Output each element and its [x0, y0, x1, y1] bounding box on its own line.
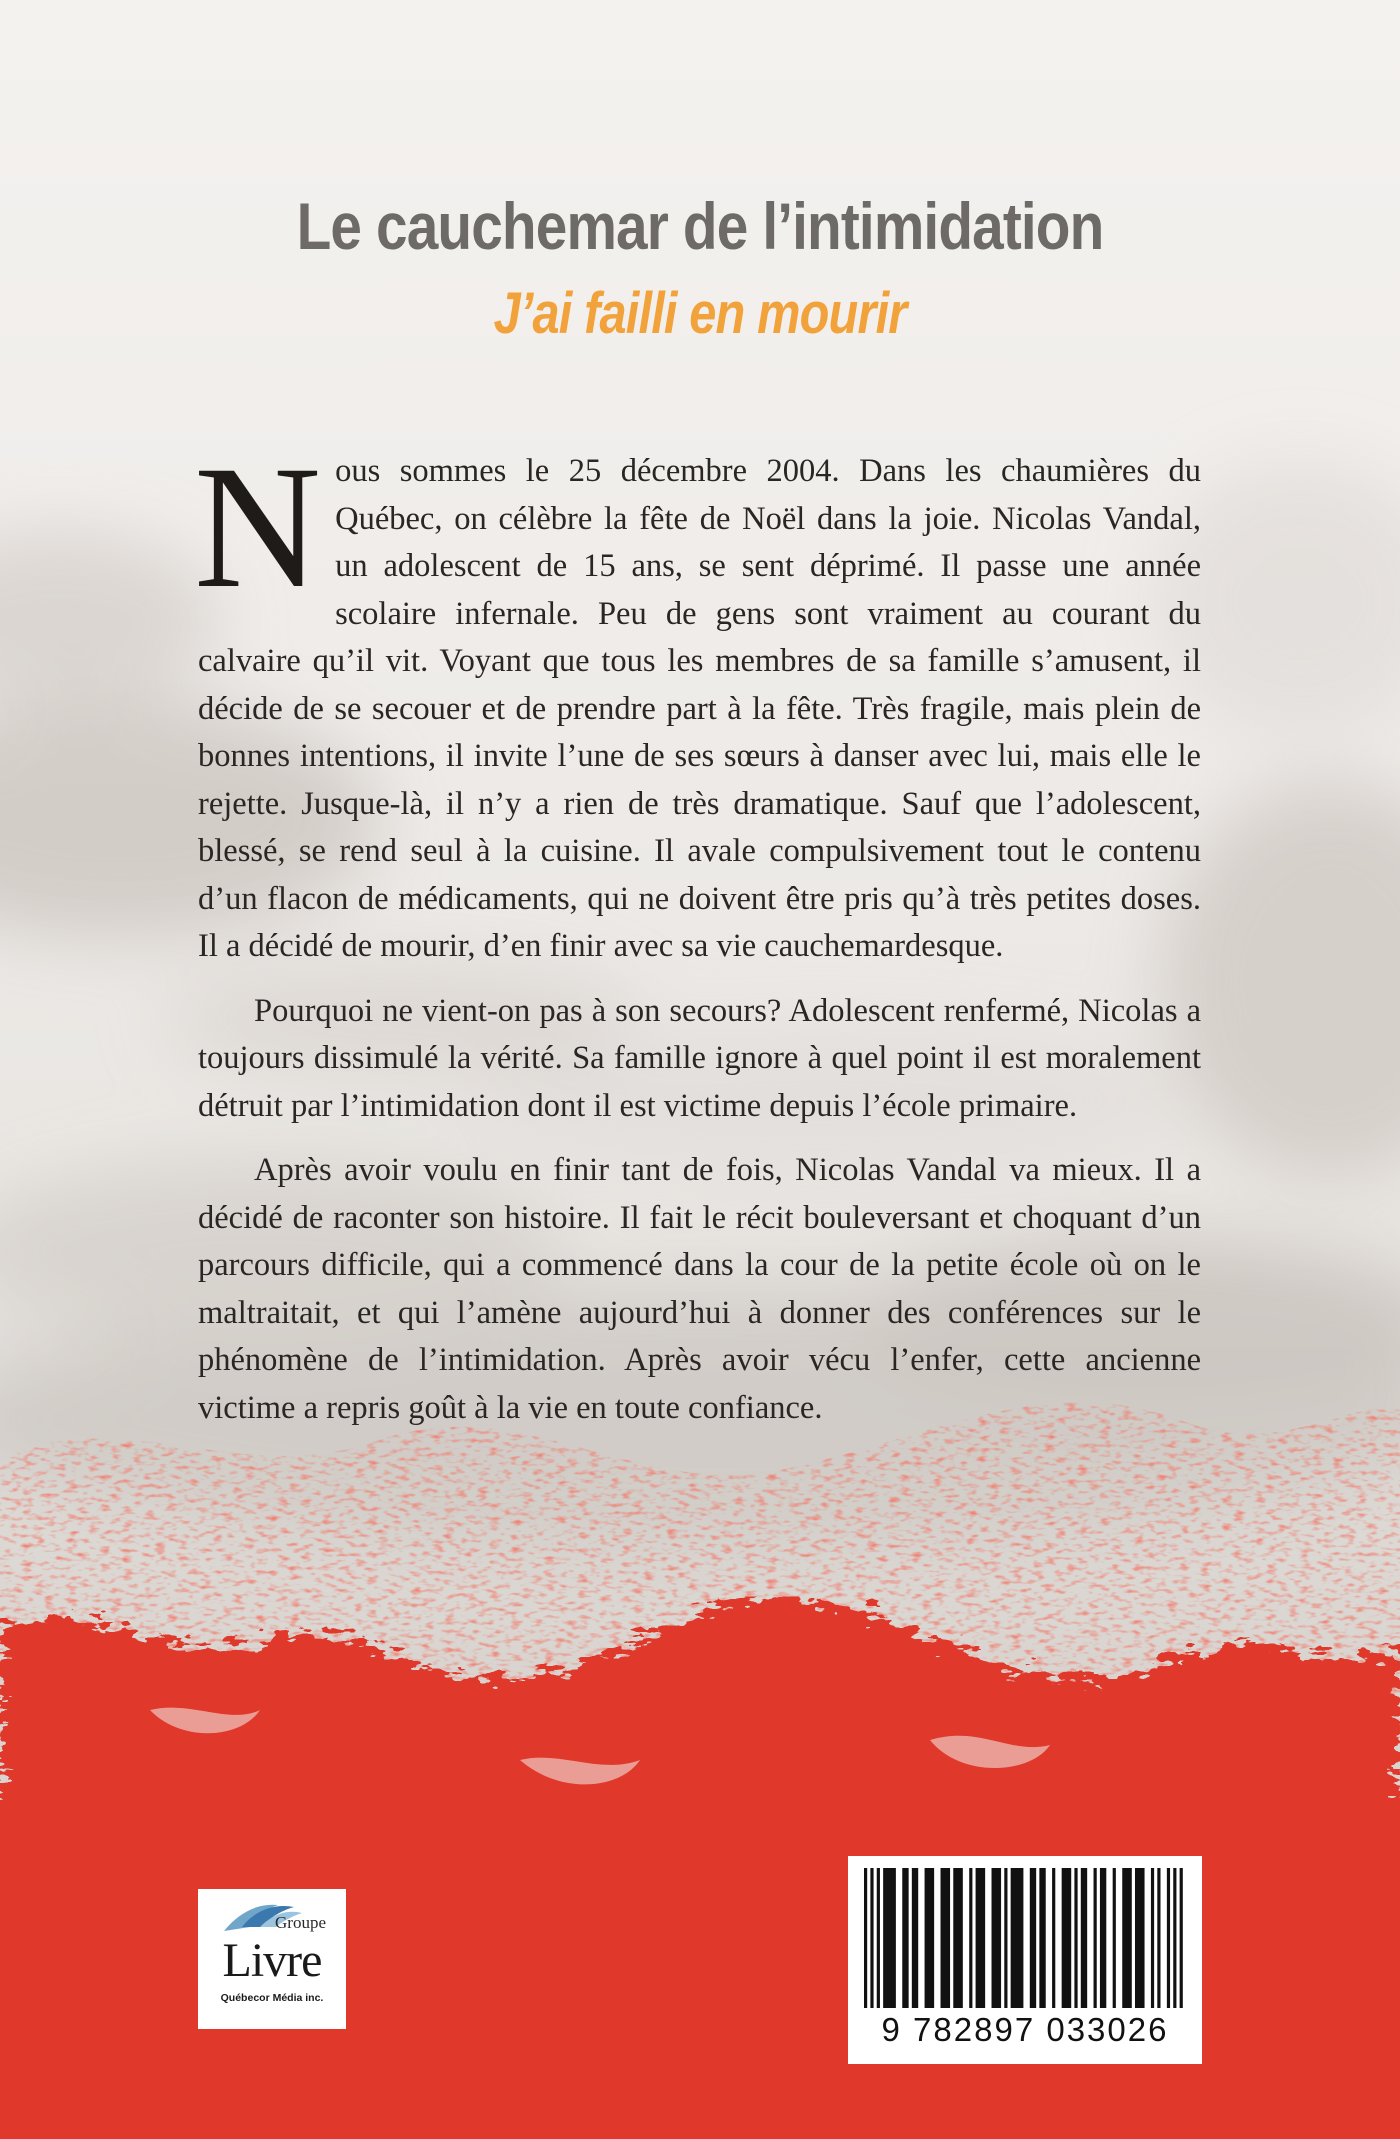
barcode-bar: [1011, 1868, 1024, 2008]
barcode-bar: [1081, 1868, 1087, 2008]
barcode-bar: [953, 1868, 963, 2008]
barcode-bar: [912, 1868, 918, 2008]
barcode-bar: [976, 1868, 986, 2008]
summary-paragraph-3: Après avoir voulu en finir tant de fois, Nicolas Vandal va mieux. Il a décidé de raconter son histoire. Il fait le récit bouleversant et choquant d’un parcours difficile, qui a commencé dans la cour de la petite école où on le maltraitait, et qui l’amène aujourd’hui à donner des conférences sur le phénomène de l’intimidation. Après avoir vécu l’enfer, cette ancienne victime a repris goût à la vie en toute confiance.: [198, 1152, 1201, 1426]
barcode-bar: [1122, 1868, 1132, 2008]
publisher-parent: Québecor Média inc.: [220, 1992, 324, 2004]
book-subtitle: J’ai failli en mourir: [493, 281, 907, 346]
isbn-number: 9 782897 033026: [881, 2011, 1169, 2048]
barcode-bar: [1151, 1868, 1154, 2008]
barcode-bar: [1167, 1868, 1170, 2008]
barcode-bar: [1113, 1868, 1116, 2008]
barcode-bar: [877, 1868, 880, 2008]
barcode-bar: [1100, 1868, 1106, 2008]
summary-paragraph-1: [194, 430, 1201, 971]
barcode-bar: [1094, 1868, 1097, 2008]
drop-cap: N: [194, 430, 322, 625]
barcode-bar: [1062, 1868, 1072, 2008]
publisher-logo: [198, 1889, 346, 2029]
book-title: Le cauchemar de l’intimidation: [296, 189, 1104, 263]
barcode-bars: [862, 1868, 1188, 2008]
back-cover-summary: [194, 430, 1201, 1449]
barcode-bar: [1030, 1868, 1036, 2008]
summary-paragraph-1-text: ous sommes le 25 décembre 2004. Dans les chaumières du Québec, on célèbre la fête de Noël dans la joie. Nicolas Vandal, un adolescent de 15 ans, se sent déprimé. Il passe une année scolaire infernale. Peu de gens sont vraiment au courant du calvaire qu’il vit. Voyant que tous les membres de sa famille s’amusent, il décide de se secouer et de prendre part à la fête. Très fragile, mais plein de bonnes intentions, il invite l’une de ses sœurs à danser avec lui, mais elle le rejette. Jusque-là, il n’y a rien de très dramatique. Sauf que l’adolescent, blessé, se rend seul à la cuisine. Il avale compulsivement tout le contenu d’un flacon de médicaments, qui ne doivent être pris qu’à très petites doses. Il a décidé de mourir, d’en finir avec sa vie cauchemardesque.: [198, 453, 1201, 964]
barcode-bar: [870, 1868, 873, 2008]
isbn-barcode: [848, 1856, 1202, 2064]
barcode-bar: [864, 1868, 867, 2008]
barcode-bar: [969, 1868, 972, 2008]
barcode-bar: [941, 1868, 951, 2008]
barcode-bar: [1074, 1868, 1077, 2008]
barcode-bar: [925, 1868, 935, 2008]
barcode-bar: [992, 1868, 1002, 2008]
barcode-bar: [1173, 1868, 1176, 2008]
barcode-bar: [1039, 1868, 1045, 2008]
publisher-groupe: Groupe: [275, 1913, 326, 1932]
barcode-bar: [1135, 1868, 1145, 2008]
publisher-livre: Livre: [222, 1934, 322, 1987]
barcode-bar: [1004, 1868, 1007, 2008]
barcode-bar: [883, 1868, 896, 2008]
barcode-bar: [902, 1868, 908, 2008]
barcode-bar: [1180, 1868, 1183, 2008]
barcode-bar: [1052, 1868, 1055, 2008]
summary-paragraph-2: Pourquoi ne vient-on pas à son secours? Adolescent renfermé, Nicolas a toujours dissimulé la vérité. Sa famille ignore à quel point il est moralement détruit par l’intimidation dont il est victime depuis l’école primaire.: [198, 992, 1201, 1124]
barcode-bar: [1157, 1868, 1160, 2008]
